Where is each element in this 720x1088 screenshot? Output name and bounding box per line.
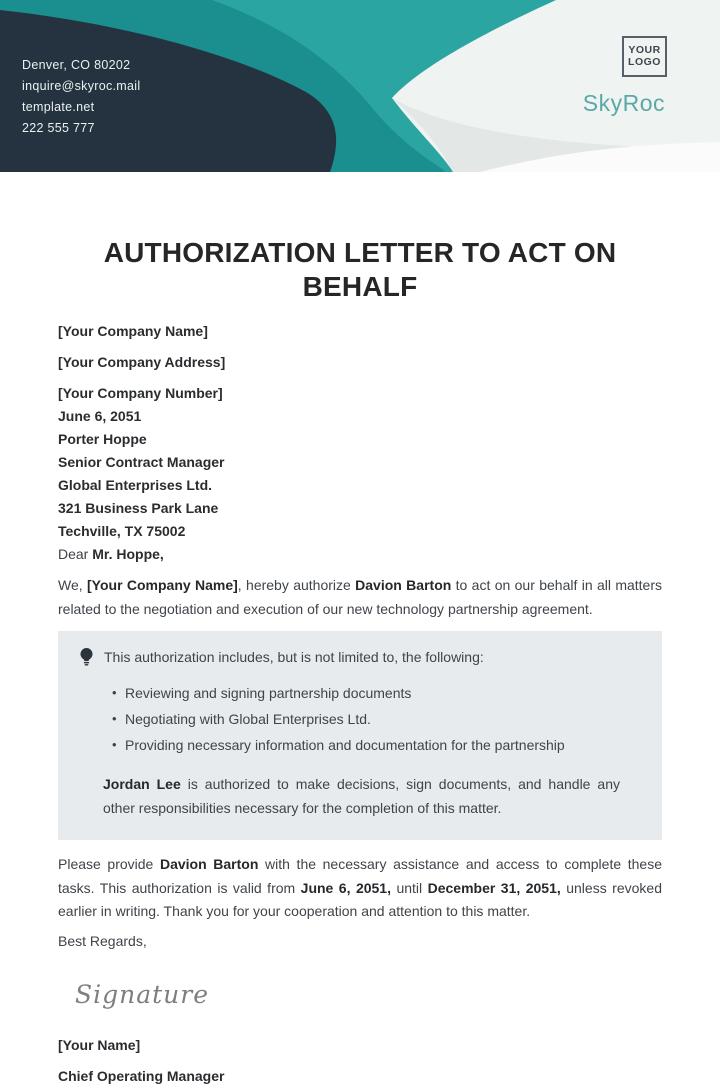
closing-text-4: unless revoked earlier in writing. Thank you for your cooperation and attention to this matter. bbox=[58, 879, 662, 919]
signature-script: Signature bbox=[75, 979, 210, 1009]
logo-word-1: YOUR bbox=[628, 44, 661, 56]
recipient-street: 321 Business Park Lane bbox=[58, 500, 219, 516]
closing-text-2: with the necessary assistance and access to complete these tasks. This authorization is valid from bbox=[58, 856, 662, 896]
company-number-field: [Your Company Number] bbox=[58, 385, 223, 401]
intro-text-3: to act on our behalf in all matters related to the negotiation and execution of our new technology partnership agreement. bbox=[58, 577, 662, 617]
signer-name: [Your Name] bbox=[58, 1036, 141, 1053]
callout-heading-row bbox=[80, 647, 620, 667]
intro-company-name: [Your Company Name] bbox=[87, 577, 238, 593]
company-name-field: [Your Company Name] bbox=[58, 323, 208, 339]
authorization-list bbox=[112, 680, 620, 758]
closing-text-1: Please provide bbox=[58, 856, 160, 872]
closing-text-3: until bbox=[390, 879, 428, 896]
closing-start-date: June 6, 2051, bbox=[300, 879, 391, 896]
regards-line: Best Regards, bbox=[58, 932, 147, 949]
contact-phone: 222 555 777 bbox=[22, 121, 95, 135]
signer-title: Chief Operating Manager bbox=[58, 1067, 225, 1084]
closing-end-date: December 31, 2051, bbox=[427, 879, 561, 896]
intro-text-2: , hereby authorize bbox=[237, 577, 356, 593]
logo-word-2: LOGO bbox=[628, 55, 661, 68]
closing-agent-name: Davion Barton bbox=[159, 856, 259, 872]
authorization-callout-box bbox=[58, 631, 662, 840]
lightbulb-icon bbox=[80, 648, 93, 666]
recipient-title: Senior Contract Manager bbox=[58, 454, 225, 470]
letter-title: AUTHORIZATION LETTER TO ACT ON BEHALF bbox=[103, 237, 617, 302]
contact-website: template.net bbox=[22, 100, 95, 114]
salutation bbox=[58, 543, 662, 566]
contact-info bbox=[22, 55, 140, 139]
letter-date: June 6, 2051 bbox=[58, 408, 142, 424]
logo-placeholder bbox=[622, 36, 667, 77]
list-item: • Reviewing and signing partnership documents bbox=[112, 680, 620, 706]
salutation-prefix: Dear bbox=[58, 546, 93, 562]
contact-city: Denver, CO 80202 bbox=[22, 58, 131, 72]
closing-paragraph bbox=[58, 853, 662, 924]
list-item: • Providing necessary information and documentation for the partnership bbox=[112, 732, 620, 758]
intro-text-1: We, bbox=[58, 577, 87, 593]
brand-name: SkyRoc bbox=[582, 90, 665, 116]
letterhead bbox=[0, 0, 720, 172]
salutation-name: Mr. Hoppe, bbox=[92, 546, 164, 562]
callout-heading: This authorization includes, but is not limited to, the following: bbox=[104, 649, 484, 665]
intro-paragraph bbox=[58, 574, 662, 621]
note-text: is authorized to make decisions, sign documents, and handle any other responsibilities necessary for the completion of this matter. bbox=[103, 776, 620, 816]
list-item: • Negotiating with Global Enterprises Ltd. bbox=[112, 706, 620, 732]
contact-email: inquire@skyroc.mail bbox=[22, 79, 141, 93]
company-address-field: [Your Company Address] bbox=[58, 354, 226, 370]
letter-body bbox=[0, 236, 720, 1088]
note-agent-name: Jordan Lee bbox=[103, 776, 181, 792]
recipient-company: Global Enterprises Ltd. bbox=[58, 477, 213, 493]
company-fields bbox=[58, 320, 662, 405]
callout-note bbox=[103, 772, 620, 820]
recipient-name: Porter Hoppe bbox=[58, 431, 147, 447]
intro-agent-name: Davion Barton bbox=[355, 577, 452, 593]
recipient-city: Techville, TX 75002 bbox=[58, 523, 186, 539]
